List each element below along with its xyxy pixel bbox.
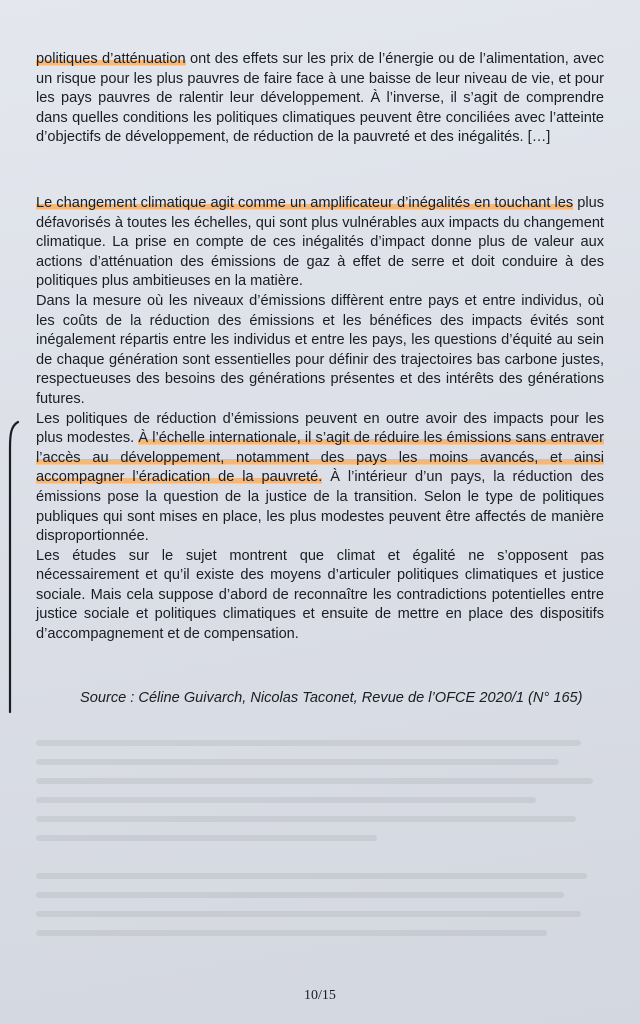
highlight-attenuation: politiques d’atténuation [36,51,186,67]
source-citation: Source : Céline Guivarch, Nicolas Taconet, Revue de l’OFCE 2020/1 (N° 165) [80,690,583,706]
paragraph-amplificateur [36,194,604,292]
highlight-amplificateur: Le changement climatique agit comme un amplificateur d’inégalités en touchant les [36,195,574,211]
paragraph-politiques [36,410,604,547]
page-number: 10/15 [304,988,336,1003]
paragraph-politiques-start: Les politiques de réduction d’émissions peuvent en outre avoir des impacts pour les plus modestes. [36,410,604,447]
paragraph-etudes: Les études sur le sujet montrent que climat et égalité ne s’opposent pas nécessairement et qu’il existe des moyens d’articuler politiques climatiques et justice sociale. Mais cela suppose d’abord de reconnaître les contradictions potentielles entre justice sociale et politiques climatiques et ensuite de mettre en place des dispositifs d’accompagnement et de compensation. [36,547,604,643]
paragraph-amplificateur-rest: plus défavorisés à toutes les échelles, qui sont plus vulnérables aux impacts du changement climatique. La prise en compte de ces inégalités d’impact donne plus de valeur aux actions d’atténuation des émissions de gaz à effet de serre et doit conduire à des politiques plus ambitieuses en la matière. [36,195,604,290]
intro-text [36,50,604,148]
highlight-echelle-internationale: À l’échelle internationale, il s’agit de réduire les émissions sans entraver l’accès au développement, notamment des pays les moins avancés, et ainsi accompagner l’éradication de la pauvreté. [36,430,604,486]
paragraph-intro [36,50,604,148]
paragraph-politiques-end: À l’intérieur d’un pays, la réduction des émissions pose la question de la justice de la transition. Selon le type de politiques publiques qui sont mises en place, les plus modestes peuvent être affectés de manière disproportionnée. [36,469,604,545]
margin-bracket-mark [2,420,22,720]
paragraph-equite: Dans la mesure où les niveaux d’émissions diffèrent entre pays et entre individus, où les coûts de la réduction des émissions et les bénéfices des impacts évités sont inégalement répartis entre les individus et entre les pays, les questions d’équité au sein de chaque génération sont essentielles pour définir des trajectoires bas carbone justes, respectueuses des besoins des générations présentes et des intérêts des générations futures. [36,292,604,407]
intro-rest: ont des effets sur les prix de l’énergie ou de l’alimentation, avec un risque pour les plus pauvres de faire face à une baisse de leur niveau de vie, et pour les pays pauvres de ralentir leur développement. À l’inverse, il s’agit de comprendre dans quelles conditions les politiques climatiques peuvent être conciliées avec l’atteinte d’objectifs de développement, de réduction de la pauvreté et des inégalités. […] [36,51,604,146]
main-text-block [36,194,604,645]
bleed-through-text [36,740,604,960]
